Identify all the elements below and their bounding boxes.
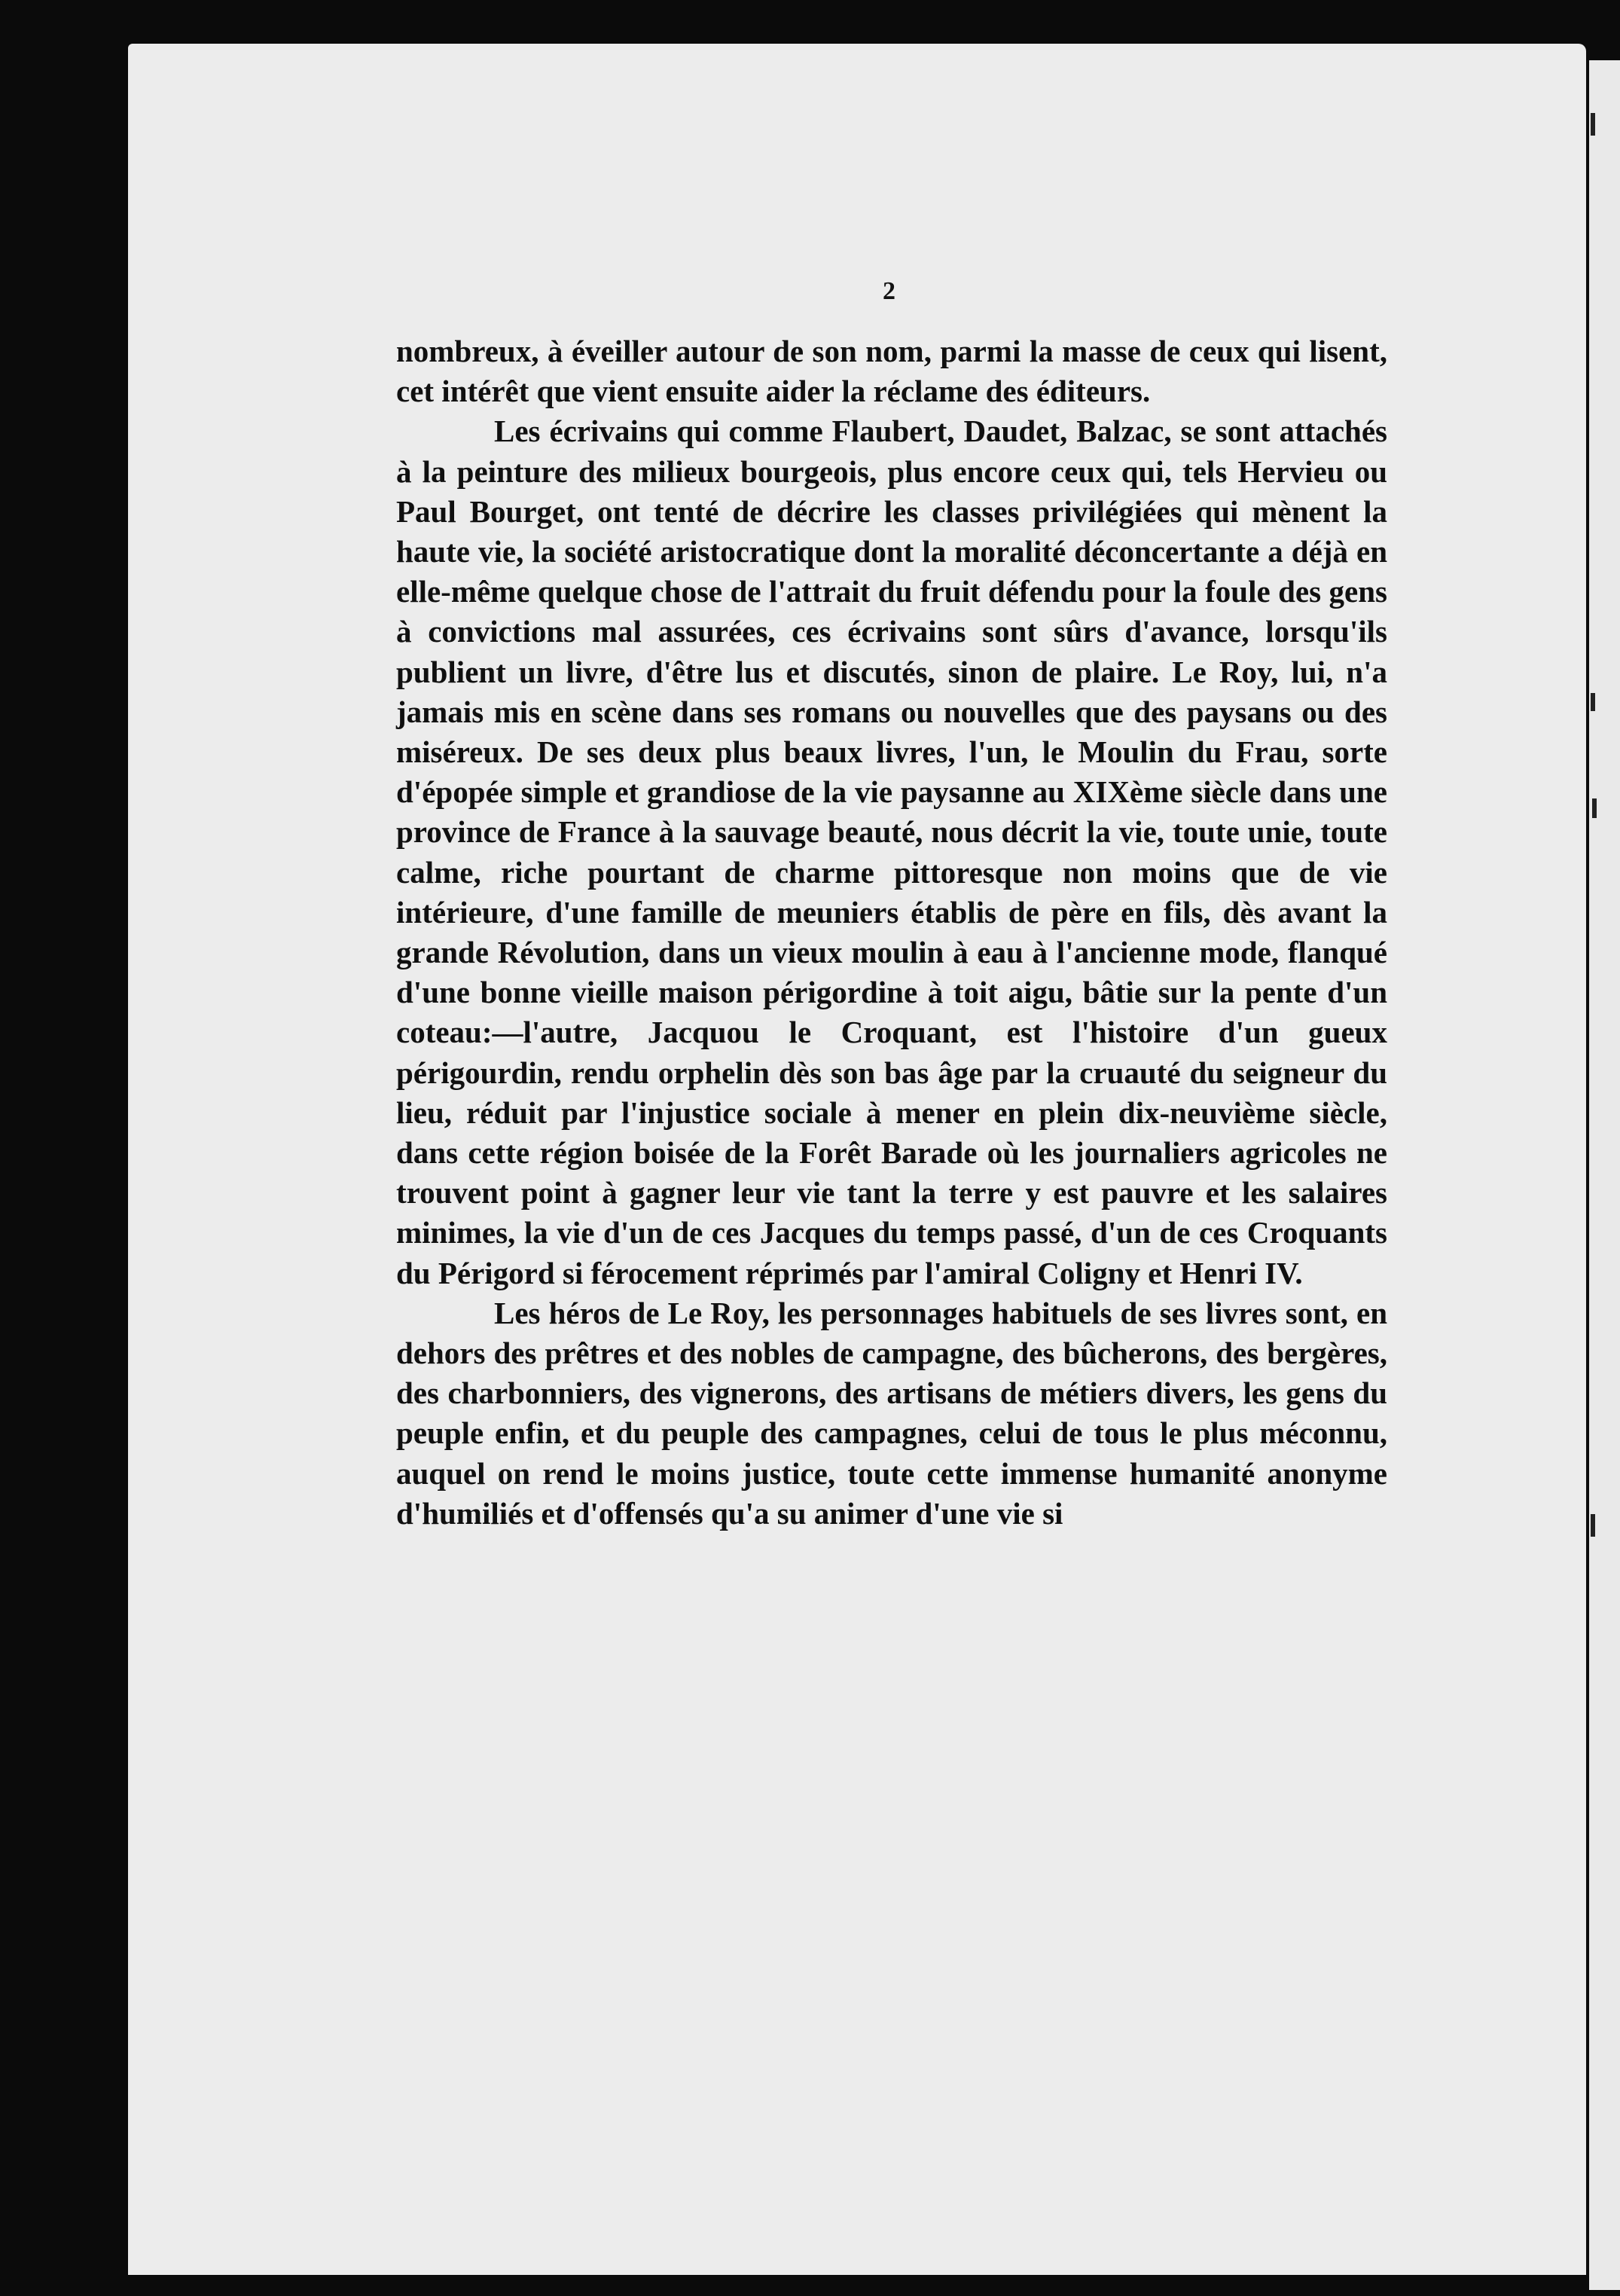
paragraph: Les écrivains qui comme Flaubert, Daudet, Balzac, se sont attachés à la peinture des milieux bourgeois, plus encore ceux qui, tels Hervieu ou Paul Bourget, ont tenté de décrire les classes privilégiées qui mènent la haute vie, la société aristocratique dont la moralité déconcertante a déjà en elle-même quelque chose de l'attrait du fruit défendu pour la foule des gens à convictions mal assurées, ces écrivains sont sûrs d'avance, lorsqu'ils publient un livre, d'être lus et discutés, sinon de plaire. Le Roy, lui, n'a jamais mis en scène dans ses romans ou nouvelles que des paysans ou des miséreux. De ses deux plus beaux livres, l'un, le Moulin du Frau, sorte d'épopée simple et grandiose de la vie paysanne au XIXème siècle dans une province de France à la sauvage beauté, nous décrit la vie, toute unie, toute calme, riche pourtant de charme pittoresque non moins que de vie intérieure, d'une famille de meuniers établis de père en fils, dès avant la grande Révolution, dans un vieux moulin à eau à l'ancienne mode, flanqué d'une bonne vieille maison périgordine à toit aigu, bâtie sur la pente d'un coteau:—l'autre, Jacquou le Croquant, est l'histoire d'un gueux périgourdin, rendu orphelin dès son bas âge par la cruauté du seigneur du lieu, réduit par l'injustice sociale à mener en plein dix-neuvième siècle, dans cette région boisée de la Forêt Barade où les journaliers agricoles ne trouvent point à gagner leur vie tant la terre y est pauvre et les salaires minimes, la vie d'un de ces Jacques du temps passé, d'un de ces Croquants du Périgord si férocement réprimés par l'amiral Coligny et Henri IV. <box>396 414 1387 1290</box>
paragraph: Les héros de Le Roy, les personnages habituels de ses livres sont, en dehors des prêtres et des nobles de campagne, des bûcherons, des bergères, des charbonniers, des vignerons, des artisans de métiers divers, les gens du peuple enfin, et du peuple des campagnes, celui de tous le plus méconnu, auquel on rend le moins justice, toute cette immense humanité anonyme d'humiliés et d'offensés qu'a su animer d'une vie si <box>396 1295 1387 1531</box>
edge-mark <box>1591 113 1595 136</box>
edge-mark <box>1591 693 1595 711</box>
edge-mark <box>1591 1514 1595 1537</box>
page-number: 2 <box>883 277 895 305</box>
edge-mark <box>1592 798 1597 818</box>
paragraph: nombreux, à éveiller autour de son nom, parmi la masse de ceux qui lisent, cet intérêt que vient ensuite aider la réclame des éditeurs. <box>396 334 1387 409</box>
body-text <box>396 331 1387 1534</box>
next-page-edge <box>1589 60 1620 2290</box>
